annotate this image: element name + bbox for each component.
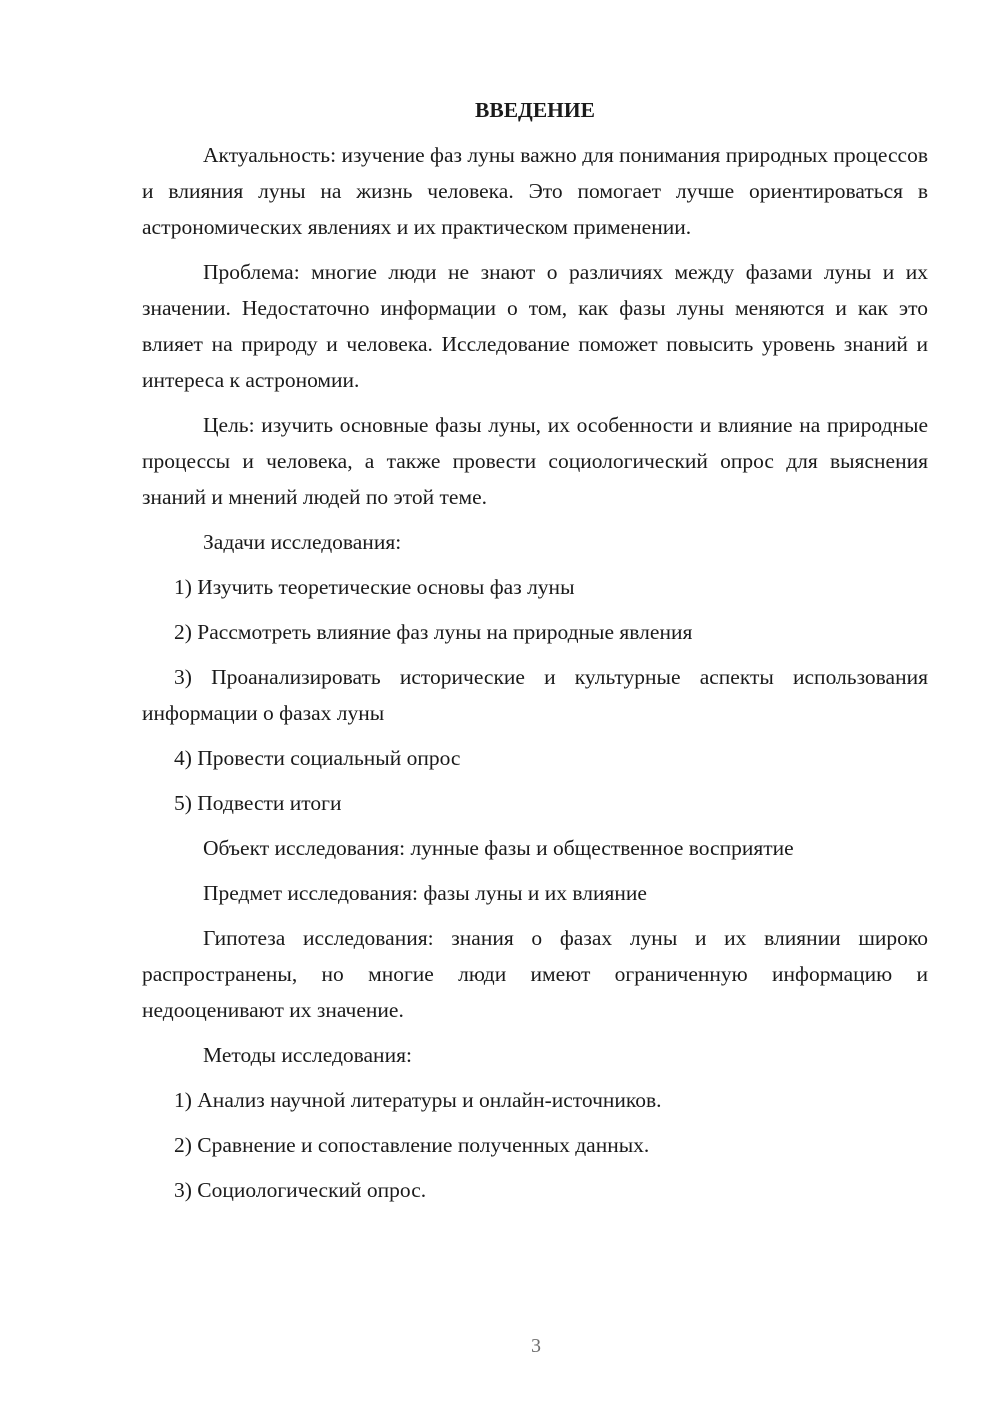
relevance-paragraph: Актуальность: изучение фаз луны важно для понимания природных процессов и влияния луны на жизнь человека. Это помогает лучше ориентироваться в астрономических явлениях и их практическом применении. (142, 143, 928, 239)
method-item-2: 2) Сравнение и сопоставление полученных данных. (174, 1133, 650, 1157)
page-title: ВВЕДЕНИЕ (475, 98, 595, 122)
task-item-4: 4) Провести социальный опрос (174, 746, 461, 770)
task-item-5: 5) Подвести итоги (174, 791, 342, 815)
goal-paragraph: Цель: изучить основные фазы луны, их особенности и влияние на природные процессы и человека, а также провести социологический опрос для выяснения знаний и мнений людей по этой теме. (142, 413, 928, 509)
task-item-1: 1) Изучить теоретические основы фаз луны (174, 575, 575, 599)
method-item-1: 1) Анализ научной литературы и онлайн-источников. (174, 1088, 662, 1112)
document-page (142, 92, 928, 1217)
hypothesis-paragraph: Гипотеза исследования: знания о фазах луны и их влиянии широко распространены, но многие люди имеют ограниченную информацию и недооценивают их значение. (142, 926, 928, 1022)
research-subject: Предмет исследования: фазы луны и их влияние (203, 881, 647, 905)
research-object: Объект исследования: лунные фазы и общественное восприятие (203, 836, 794, 860)
method-item-3: 3) Социологический опрос. (174, 1178, 427, 1202)
task-item-2: 2) Рассмотреть влияние фаз луны на природные явления (174, 620, 693, 644)
problem-paragraph: Проблема: многие люди не знают о различиях между фазами луны и их значении. Недостаточно информации о том, как фазы луны меняются и как это влияет на природу и человека. Исследование поможет повысить уровень знаний и интереса к астрономии. (142, 260, 928, 392)
page-number: 3 (531, 1335, 541, 1357)
tasks-heading: Задачи исследования: (203, 530, 402, 554)
task-item-3: 3) Проанализировать исторические и культурные аспекты использования информации о фазах луны (142, 665, 928, 725)
methods-heading: Методы исследования: (203, 1043, 412, 1067)
